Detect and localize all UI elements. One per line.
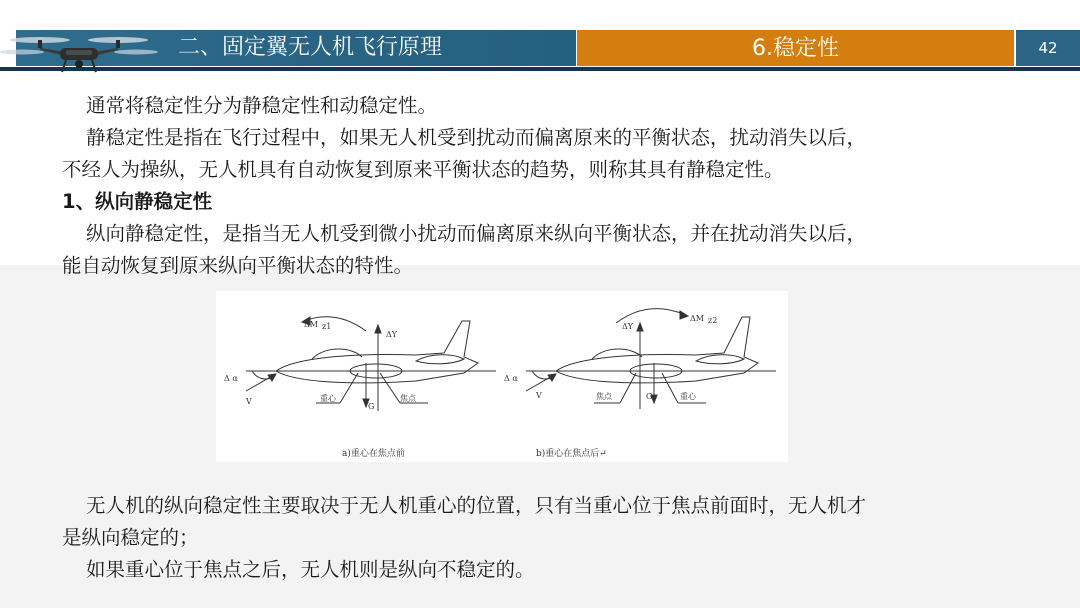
left-caption: a)重心在焦点前 [342, 449, 405, 459]
left-alpha-label: Δ α [224, 374, 238, 383]
section-title: 6.稳定性 [752, 36, 839, 61]
diagram-left [246, 317, 496, 411]
paragraph-longitudinal-line1: 纵向静稳定性，是指当无人机受到微小扰动而偏离原来纵向平衡状态，并在扰动消失以后， [86, 222, 867, 245]
header-underline [0, 67, 1080, 71]
drone-logo-icon [0, 18, 160, 74]
right-moment-label: ΔM [690, 314, 704, 323]
section-heading: 1、纵向静稳定性 [62, 190, 213, 213]
page-number: 42 [1038, 39, 1058, 57]
left-ac-label: 焦点 [400, 394, 416, 403]
left-gravity-label: G [368, 402, 375, 411]
right-caption: b)重心在焦点后↵ [536, 449, 607, 459]
left-velocity-label: V [246, 397, 252, 406]
right-moment-sub: z2 [708, 316, 718, 325]
stability-diagram [216, 291, 788, 462]
left-lift-label: ΔY [386, 330, 398, 339]
paragraph-unstable: 如果重心位于焦点之后，无人机则是纵向不稳定的。 [86, 558, 535, 581]
left-cg-label: 重心 [320, 394, 336, 403]
page-title: 二、固定翼无人机飞行原理 [178, 35, 443, 60]
paragraph-static-stability-line1: 静稳定性是指在飞行过程中，如果无人机受到扰动而偏离原来的平衡状态，扰动消失以后， [86, 126, 867, 149]
left-moment-sub: z1 [322, 322, 332, 331]
paragraph-intro: 通常将稳定性分为静稳定性和动稳定性。 [86, 94, 438, 117]
right-cg-label: 重心 [680, 392, 696, 401]
paragraph-conclusion-line1: 无人机的纵向稳定性主要取决于无人机重心的位置，只有当重心位于焦点前面时，无人机才 [86, 494, 867, 517]
right-velocity-label: V [536, 391, 542, 400]
paragraph-conclusion-line2: 是纵向稳定的； [62, 526, 199, 549]
paragraph-longitudinal-line2: 能自动恢复到原来纵向平衡状态的特性。 [62, 254, 414, 277]
right-ac-label: 焦点 [596, 392, 612, 401]
right-gravity-label: G [646, 392, 653, 401]
right-lift-label: ΔY [622, 322, 634, 331]
left-moment-label: ΔM [304, 320, 318, 329]
right-alpha-label: Δ α [504, 374, 518, 383]
paragraph-static-stability-line2: 不经人为操纵，无人机具有自动恢复到原来平衡状态的趋势，则称其具有静稳定性。 [62, 158, 784, 181]
